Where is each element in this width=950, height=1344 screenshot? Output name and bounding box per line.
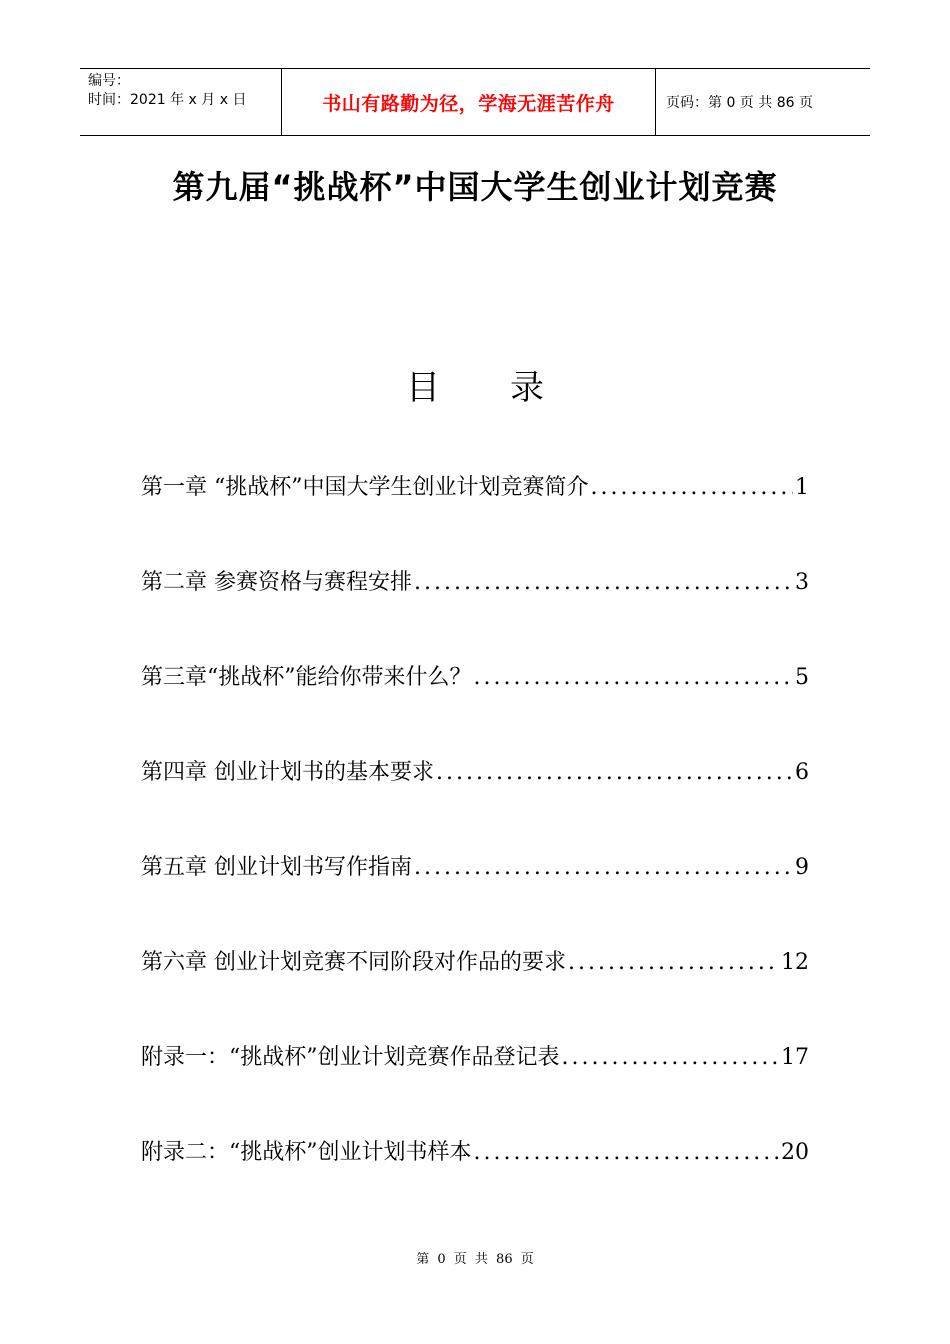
toc-item[interactable] [141, 1040, 809, 1135]
toc-item[interactable] [141, 660, 809, 755]
header-page-info: 页码：第 0 页 共 86 页 [666, 95, 813, 111]
header-motto: 书山有路勤为径，学海无涯苦作舟 [322, 92, 615, 115]
toc-item-page: 5 [795, 665, 809, 690]
toc-leader-dots [414, 855, 793, 880]
toc-item-label: 第二章 参赛资格与赛程安排 [141, 570, 412, 595]
toc-item-page: 20 [781, 1140, 809, 1165]
table-of-contents [141, 470, 809, 1230]
toc-item-label: 附录二：“挑战杯”创业计划书样本 [141, 1140, 472, 1165]
toc-leader-dots [562, 1045, 780, 1070]
toc-leader-dots [474, 1140, 780, 1165]
toc-item-page: 1 [795, 475, 809, 500]
header-meta-cell [80, 69, 282, 135]
toc-leader-dots [414, 570, 793, 595]
header-table [80, 68, 870, 136]
toc-item-page: 12 [781, 950, 809, 975]
toc-item-page: 6 [795, 760, 809, 785]
toc-heading: 目录 [406, 368, 614, 408]
toc-item[interactable] [141, 1135, 809, 1230]
page-footer: 第 0 页 共 86 页 [416, 1252, 534, 1267]
toc-leader-dots [474, 665, 794, 690]
toc-leader-dots [568, 950, 779, 975]
toc-item[interactable] [141, 565, 809, 660]
toc-item[interactable] [141, 755, 809, 850]
toc-item-label: 第三章“挑战杯”能给你带来什么？ [141, 665, 472, 690]
toc-item-page: 17 [781, 1045, 809, 1070]
toc-leader-dots [436, 760, 793, 785]
toc-item-page: 9 [795, 855, 809, 880]
toc-item-page: 3 [795, 570, 809, 595]
toc-item[interactable] [141, 945, 809, 1040]
header-motto-cell [282, 69, 656, 135]
toc-leader-dots [591, 475, 794, 500]
toc-item-label: 第四章 创业计划书的基本要求 [141, 760, 434, 785]
toc-item-label: 第五章 创业计划书写作指南 [141, 855, 412, 880]
toc-item[interactable] [141, 470, 809, 565]
document-time-label: 时间：2021 年 x 月 x 日 [88, 92, 247, 108]
document-number-label: 编号： [88, 73, 130, 89]
toc-item-label: 附录一：“挑战杯”创业计划竞赛作品登记表 [141, 1045, 560, 1070]
toc-item-label: 第一章 “挑战杯”中国大学生创业计划竞赛简介 [141, 475, 589, 500]
document-title: 第九届“挑战杯”中国大学生创业计划竞赛 [172, 168, 778, 206]
toc-item[interactable] [141, 850, 809, 945]
toc-item-label: 第六章 创业计划竞赛不同阶段对作品的要求 [141, 950, 566, 975]
header-page-cell [656, 69, 870, 135]
